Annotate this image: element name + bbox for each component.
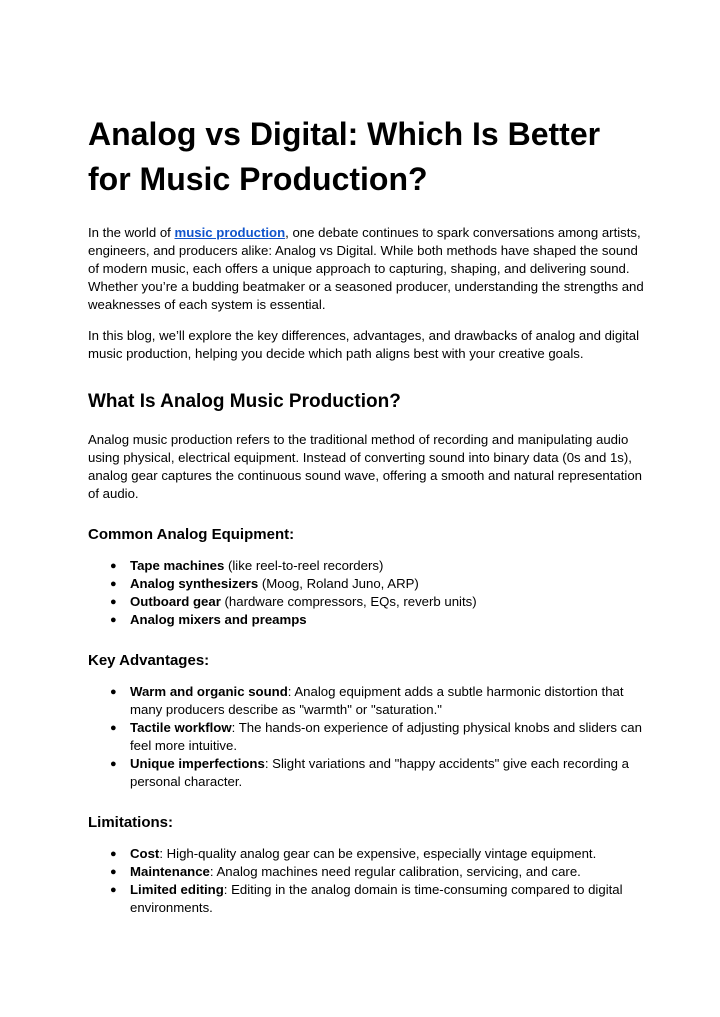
page-title: Analog vs Digital: Which Is Better for Music Production? (88, 116, 601, 197)
document-page (88, 112, 648, 917)
intro-paragraph-2: In this blog, we’ll explore the key differences, advantages, and drawbacks of analog and digital music production, helping you decide which path aligns best with your creative goals. (88, 328, 640, 361)
list-item-bold: Tactile workflow (130, 720, 232, 735)
list-item (88, 845, 648, 863)
bullet-icon: ● (110, 722, 117, 734)
list-item (88, 755, 648, 791)
list-item (88, 611, 648, 629)
list-item-bold: Cost (130, 846, 160, 861)
section-heading-analog: What Is Analog Music Production? (88, 391, 401, 412)
intro-paragraph (88, 224, 648, 314)
bullet-icon: ● (110, 578, 117, 590)
list-item-text: : High-quality analog gear can be expensive, especially vintage equipment. (159, 846, 597, 861)
list-item-text: (Moog, Roland Juno, ARP) (258, 576, 419, 591)
advantages-list (88, 683, 648, 791)
limitations-heading: Limitations: (88, 814, 173, 831)
list-item (88, 863, 648, 881)
list-item-text: : Slight variations and "happy accidents" give each recording a personal character. (130, 756, 630, 789)
bullet-icon: ● (110, 614, 117, 626)
list-item-text: : Editing in the analog domain is time-consuming compared to digital environments. (130, 882, 623, 915)
bullet-icon: ● (110, 596, 117, 608)
bullet-icon: ● (110, 758, 117, 770)
list-item-bold: Limited editing (130, 882, 224, 897)
bullet-icon: ● (110, 866, 117, 878)
bullet-icon: ● (110, 560, 117, 572)
limitations-list (88, 845, 648, 917)
intro-text-end: , one debate continues to spark conversations among artists, engineers, and producers alike: Analog vs Digital. While both methods have shaped the sound of modern music, each offers a unique approach to capturing, shaping, and delivering sound. Whether you’re a budding beatmaker or a seasoned producer, understanding the strengths and weaknesses of each system is essential. (88, 225, 644, 312)
list-item-bold: Maintenance (130, 864, 210, 879)
music-production-link[interactable]: music production (174, 225, 286, 240)
list-item-bold: Outboard gear (130, 594, 221, 609)
list-item (88, 557, 648, 575)
advantages-heading: Key Advantages: (88, 652, 210, 669)
list-item-bold: Warm and organic sound (130, 684, 288, 699)
bullet-icon: ● (110, 884, 117, 896)
list-item (88, 683, 648, 719)
intro-text-start: In the world of (88, 225, 175, 240)
equipment-heading: Common Analog Equipment: (88, 526, 295, 543)
list-item-text: (like reel-to-reel recorders) (224, 558, 384, 573)
list-item (88, 719, 648, 755)
list-item (88, 593, 648, 611)
list-item-bold: Tape machines (130, 558, 225, 573)
list-item-bold: Unique imperfections (130, 756, 265, 771)
list-item (88, 575, 648, 593)
list-item-bold: Analog synthesizers (130, 576, 259, 591)
bullet-icon: ● (110, 848, 117, 860)
list-item-text: : Analog equipment adds a subtle harmonic distortion that many producers describe as "warmth" or "saturation." (130, 684, 624, 717)
bullet-icon: ● (110, 686, 117, 698)
list-item-bold: Analog mixers and preamps (130, 612, 307, 627)
equipment-list (88, 557, 648, 629)
list-item (88, 881, 648, 917)
list-item-text: (hardware compressors, EQs, reverb units) (220, 594, 477, 609)
list-item-text: : The hands-on experience of adjusting physical knobs and sliders can feel more intuitive. (130, 720, 642, 753)
list-item-text: : Analog machines need regular calibration, servicing, and care. (209, 864, 581, 879)
analog-description: Analog music production refers to the traditional method of recording and manipulating audio using physical, electrical equipment. Instead of converting sound into binary data (0s and 1s), analog gear captures the continuous sound wave, offering a smooth and natural representation of audio. (88, 432, 643, 501)
